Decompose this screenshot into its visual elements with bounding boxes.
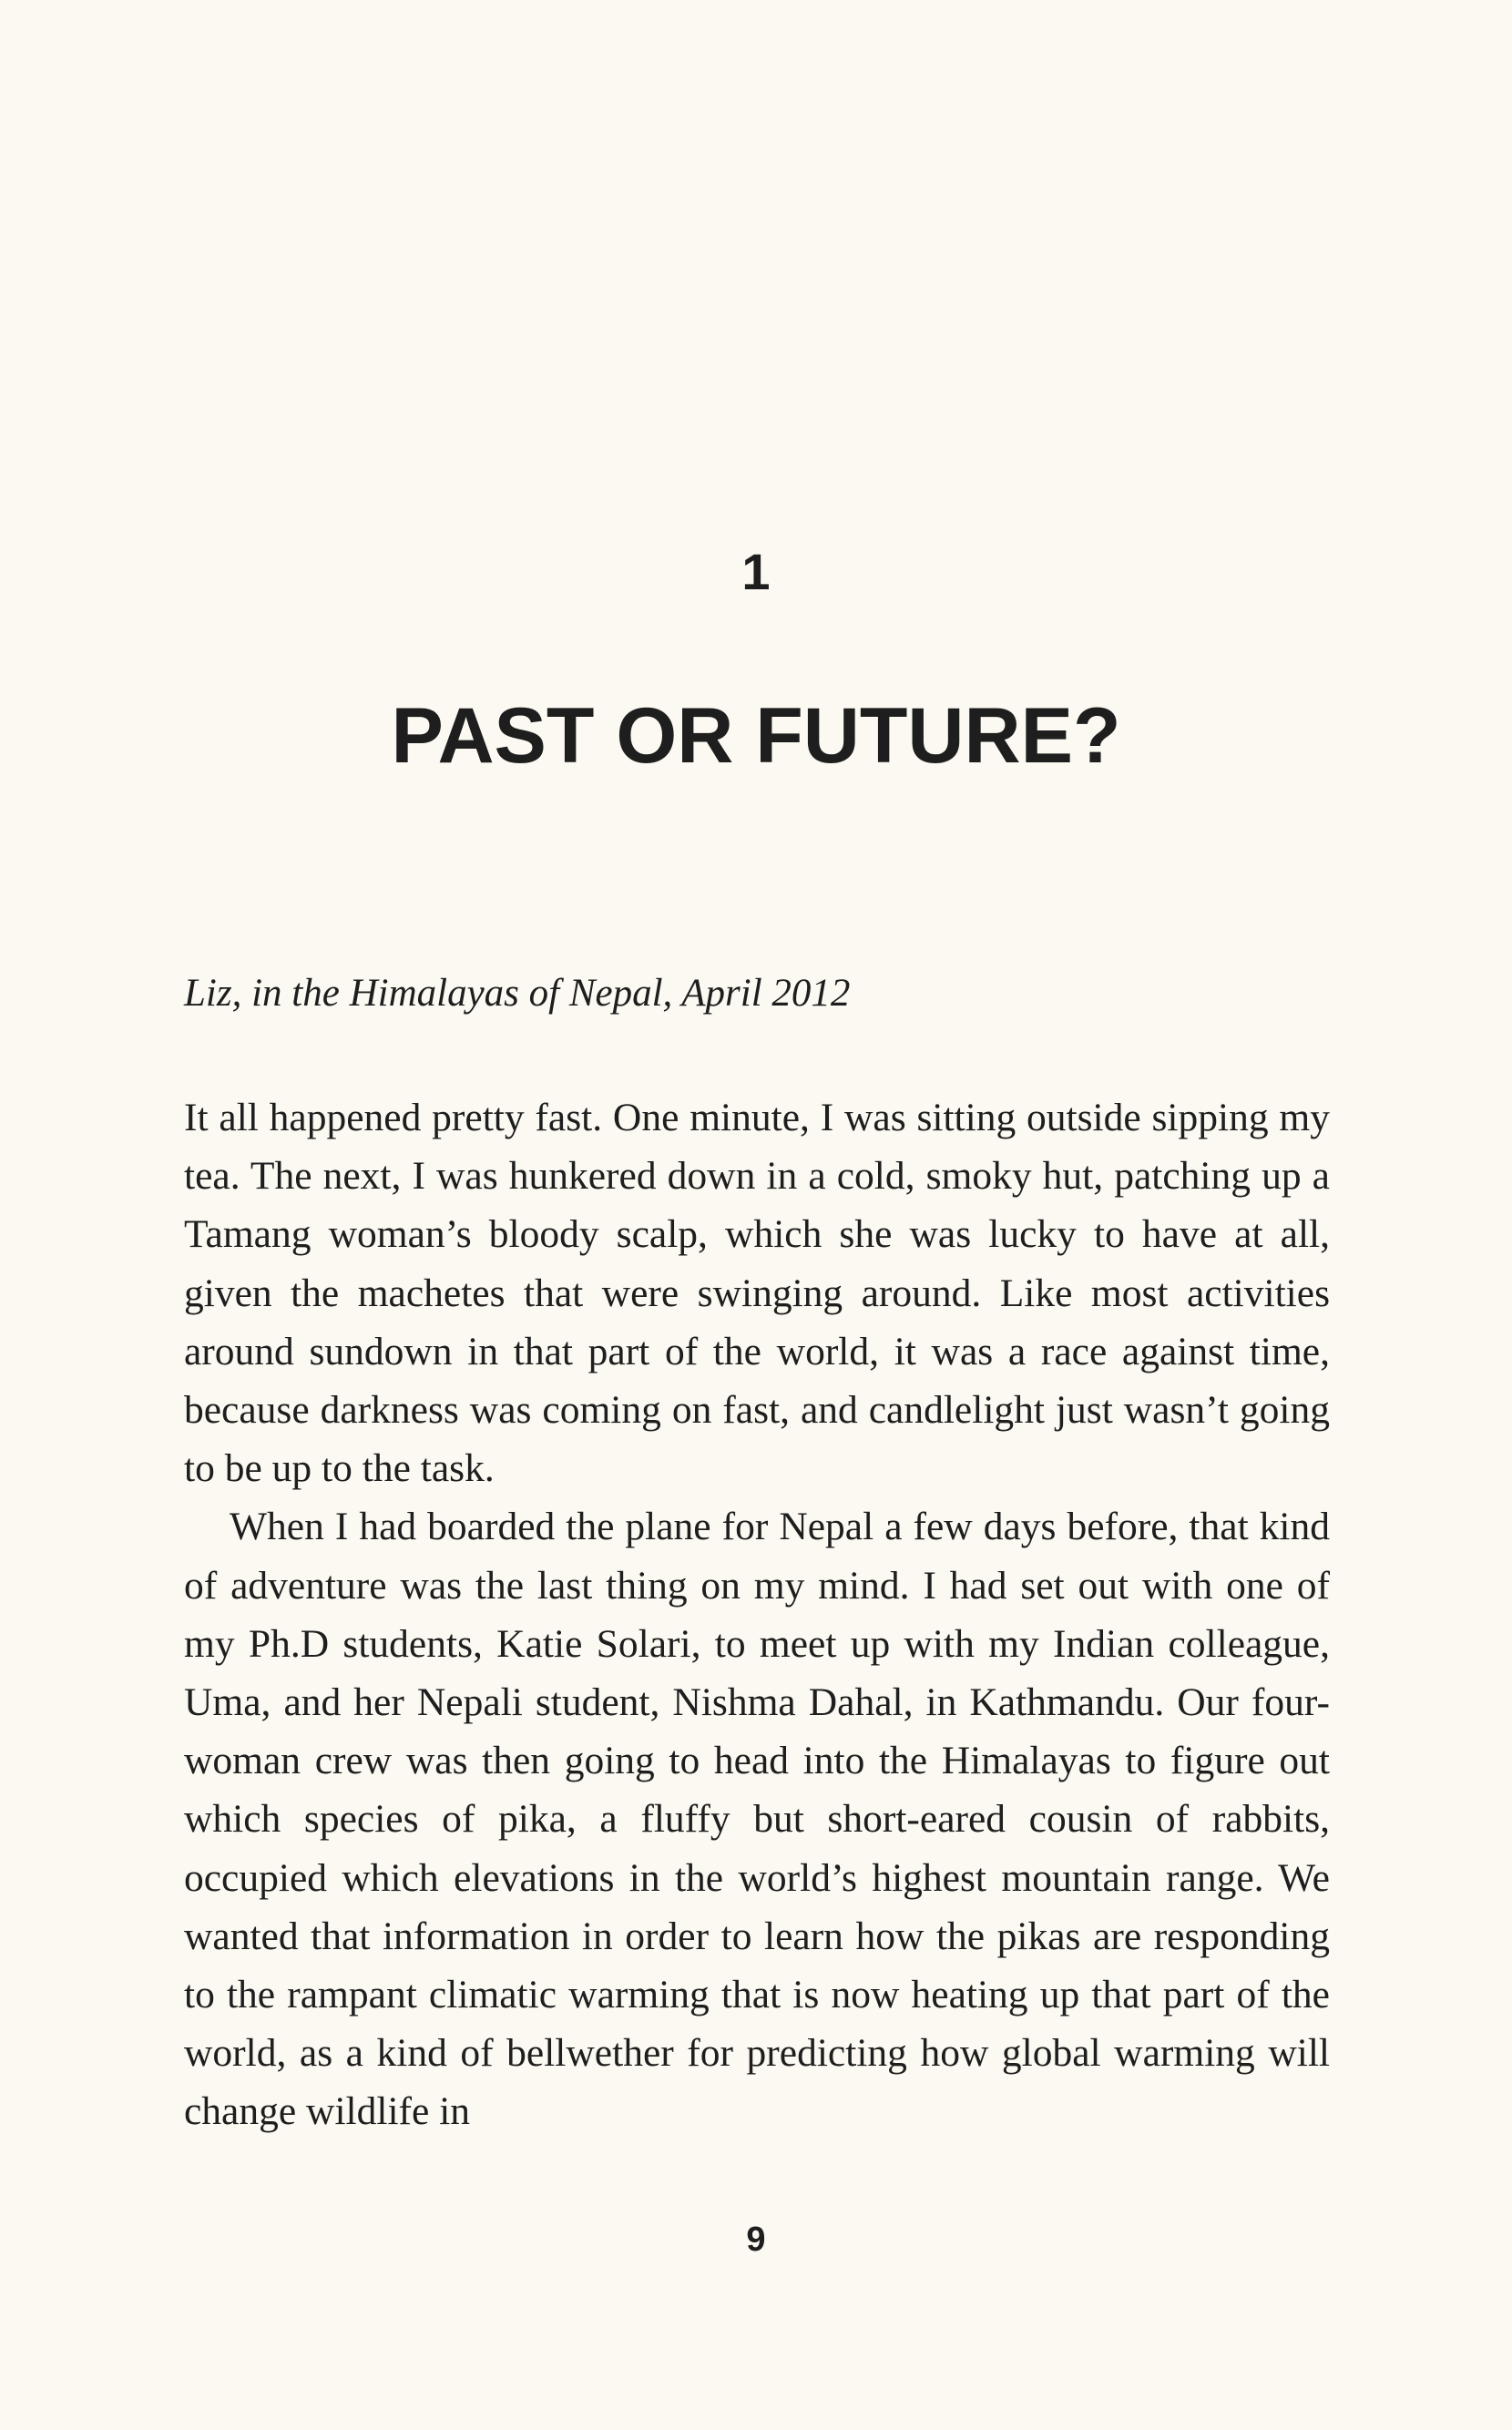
chapter-number: 1 — [741, 543, 771, 600]
chapter-title: PAST OR FUTURE? — [391, 692, 1121, 780]
body-text — [184, 1088, 1330, 2141]
paragraph: When I had boarded the plane for Nepal a few days before, that kind of adventure was the last thing on my mind. I had set out with one of my Ph.D students, Katie Solari, to meet up with my Indian colleague, Uma, and her Nepali student, Nishma Dahal, in Kathmandu. Our four-woman crew was then going to head into the Himalayas to figure out which species of pika, a fluffy but short-eared cousin of rabbits, occupied which elevations in the world’s highest mountain range. We wanted that information in order to learn how the pikas are responding to the rampant climatic warming that is now heating up that part of the world, as a kind of bellwether for predicting how global warming will change wildlife in — [184, 1505, 1330, 2134]
paragraph: It all happened pretty fast. One minute, I was sitting outside sipping my tea. The next, I was hunkered down in a cold, smoky hut, patching up a Tamang woman’s bloody scalp, which she was lucky to have at all, given the machetes that were swinging around. Like most activities around sundown in that part of the world, it was a race against time, because darkness was coming on fast, and candlelight just wasn’t going to be up to the task. — [184, 1096, 1330, 1491]
epigraph: Liz, in the Himalayas of Nepal, April 2012 — [184, 972, 851, 1015]
page-number: 9 — [746, 2221, 766, 2259]
